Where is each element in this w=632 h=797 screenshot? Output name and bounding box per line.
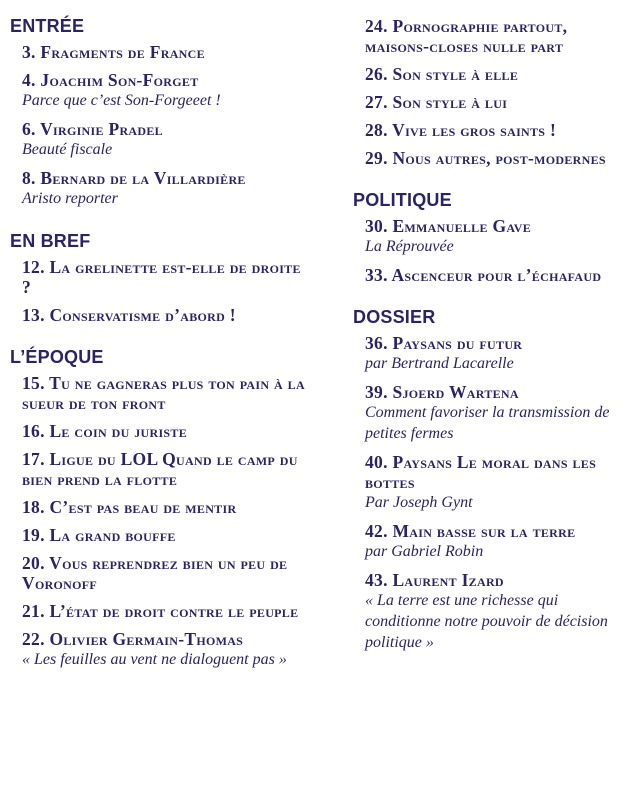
toc-entry[interactable] — [10, 449, 310, 489]
entry-subtitle: Comment favoriser la transmission de petites fermes — [365, 404, 610, 442]
toc-entry[interactable] — [353, 333, 625, 374]
entry-subtitle: Beauté fiscale — [22, 141, 113, 158]
toc-entry[interactable] — [10, 42, 310, 62]
toc-entry[interactable] — [353, 148, 625, 168]
toc-entry[interactable] — [353, 92, 625, 112]
entry-subtitle: « La terre est une richesse qui conditionne notre pouvoir de décision politique » — [365, 592, 608, 651]
toc-section — [353, 190, 625, 285]
entry-title: 3. Fragments de France — [22, 42, 205, 62]
toc-entry[interactable] — [353, 265, 625, 285]
entry-title: 19. La grand bouffe — [22, 525, 176, 545]
toc-section — [10, 231, 310, 325]
entry-title: 21. L’état de droit contre le peuple — [22, 601, 299, 621]
entry-title: 24. Pornographie partout, maisons-closes nulle part — [365, 16, 568, 56]
toc-entry[interactable] — [10, 601, 310, 621]
toc-entry[interactable] — [10, 119, 310, 160]
entry-subtitle: La Réprouvée — [365, 238, 454, 255]
right-column — [353, 0, 625, 675]
toc-entry[interactable] — [353, 64, 625, 84]
toc-entry[interactable] — [10, 373, 310, 413]
toc-entry[interactable] — [10, 257, 310, 297]
entry-title: 8. Bernard de la Villardière — [22, 168, 246, 188]
entry-title: 22. Olivier Germain-Thomas — [22, 629, 244, 649]
entry-subtitle: Par Joseph Gynt — [365, 494, 473, 511]
entry-title: 36. Paysans du futur — [365, 333, 523, 353]
entry-title: 13. Conservatisme d’abord ! — [22, 305, 236, 325]
entry-title: 12. La grelinette est-elle de droite ? — [22, 257, 301, 297]
entry-title: 39. Sjoerd Wartena — [365, 382, 519, 402]
entry-title: 18. C’est pas beau de mentir — [22, 497, 237, 517]
toc-entry[interactable] — [10, 70, 310, 111]
entry-subtitle: par Bertrand Lacarelle — [365, 355, 514, 372]
entry-subtitle: Parce que c’est Son-Forgeeet ! — [22, 92, 221, 109]
toc-entry[interactable] — [353, 570, 625, 653]
left-column — [10, 0, 310, 692]
toc-entry[interactable] — [10, 553, 310, 593]
section-title: EN BREF — [10, 231, 91, 251]
toc-entry[interactable] — [353, 521, 625, 562]
section-title: DOSSIER — [353, 307, 436, 327]
entry-title: 40. Paysans Le moral dans les bottes — [365, 452, 597, 492]
toc-entry[interactable] — [10, 305, 310, 325]
toc-entry[interactable] — [353, 382, 625, 444]
entry-title: 29. Nous autres, post-modernes — [365, 148, 606, 168]
toc-entry[interactable] — [10, 168, 310, 209]
toc-entry[interactable] — [10, 525, 310, 545]
section-title: ENTRÉE — [10, 16, 85, 36]
toc-entry[interactable] — [353, 16, 625, 56]
entry-title: 27. Son style à lui — [365, 92, 508, 112]
section-title: L’ÉPOQUE — [10, 347, 104, 367]
entry-title: 17. Ligue du LOL Quand le camp du bien prend la flotte — [22, 449, 298, 489]
toc-entry[interactable] — [353, 120, 625, 140]
entry-subtitle: par Gabriel Robin — [365, 543, 484, 560]
entry-subtitle: Aristo reporter — [22, 190, 118, 207]
toc-entry[interactable] — [353, 216, 625, 257]
entry-title: 16. Le coin du juriste — [22, 421, 188, 441]
entry-title: 15. Tu ne gagneras plus ton pain à la sueur de ton front — [22, 373, 305, 413]
entry-title: 26. Son style à elle — [365, 64, 519, 84]
entry-subtitle: « Les feuilles au vent ne dialoguent pas » — [22, 651, 287, 668]
entry-title: 28. Vive les gros saints ! — [365, 120, 557, 140]
toc-entry[interactable] — [10, 629, 310, 670]
toc-entry[interactable] — [10, 421, 310, 441]
toc-section — [353, 16, 625, 168]
entry-title: 30. Emmanuelle Gave — [365, 216, 532, 236]
toc-entry[interactable] — [10, 497, 310, 517]
entry-title: 43. Laurent Izard — [365, 570, 504, 590]
toc-section — [10, 16, 310, 209]
entry-title: 42. Main basse sur la terre — [365, 521, 576, 541]
toc-entry[interactable] — [353, 452, 625, 513]
entry-title: 20. Vous reprendrez bien un peu de Voronoff — [22, 553, 288, 593]
section-title: POLITIQUE — [353, 190, 452, 210]
toc-section — [353, 307, 625, 653]
entry-title: 33. Ascenceur pour l’échafaud — [365, 265, 602, 285]
toc-section — [10, 347, 310, 670]
entry-title: 4. Joachim Son-Forget — [22, 70, 199, 90]
entry-title: 6. Virginie Pradel — [22, 119, 163, 139]
